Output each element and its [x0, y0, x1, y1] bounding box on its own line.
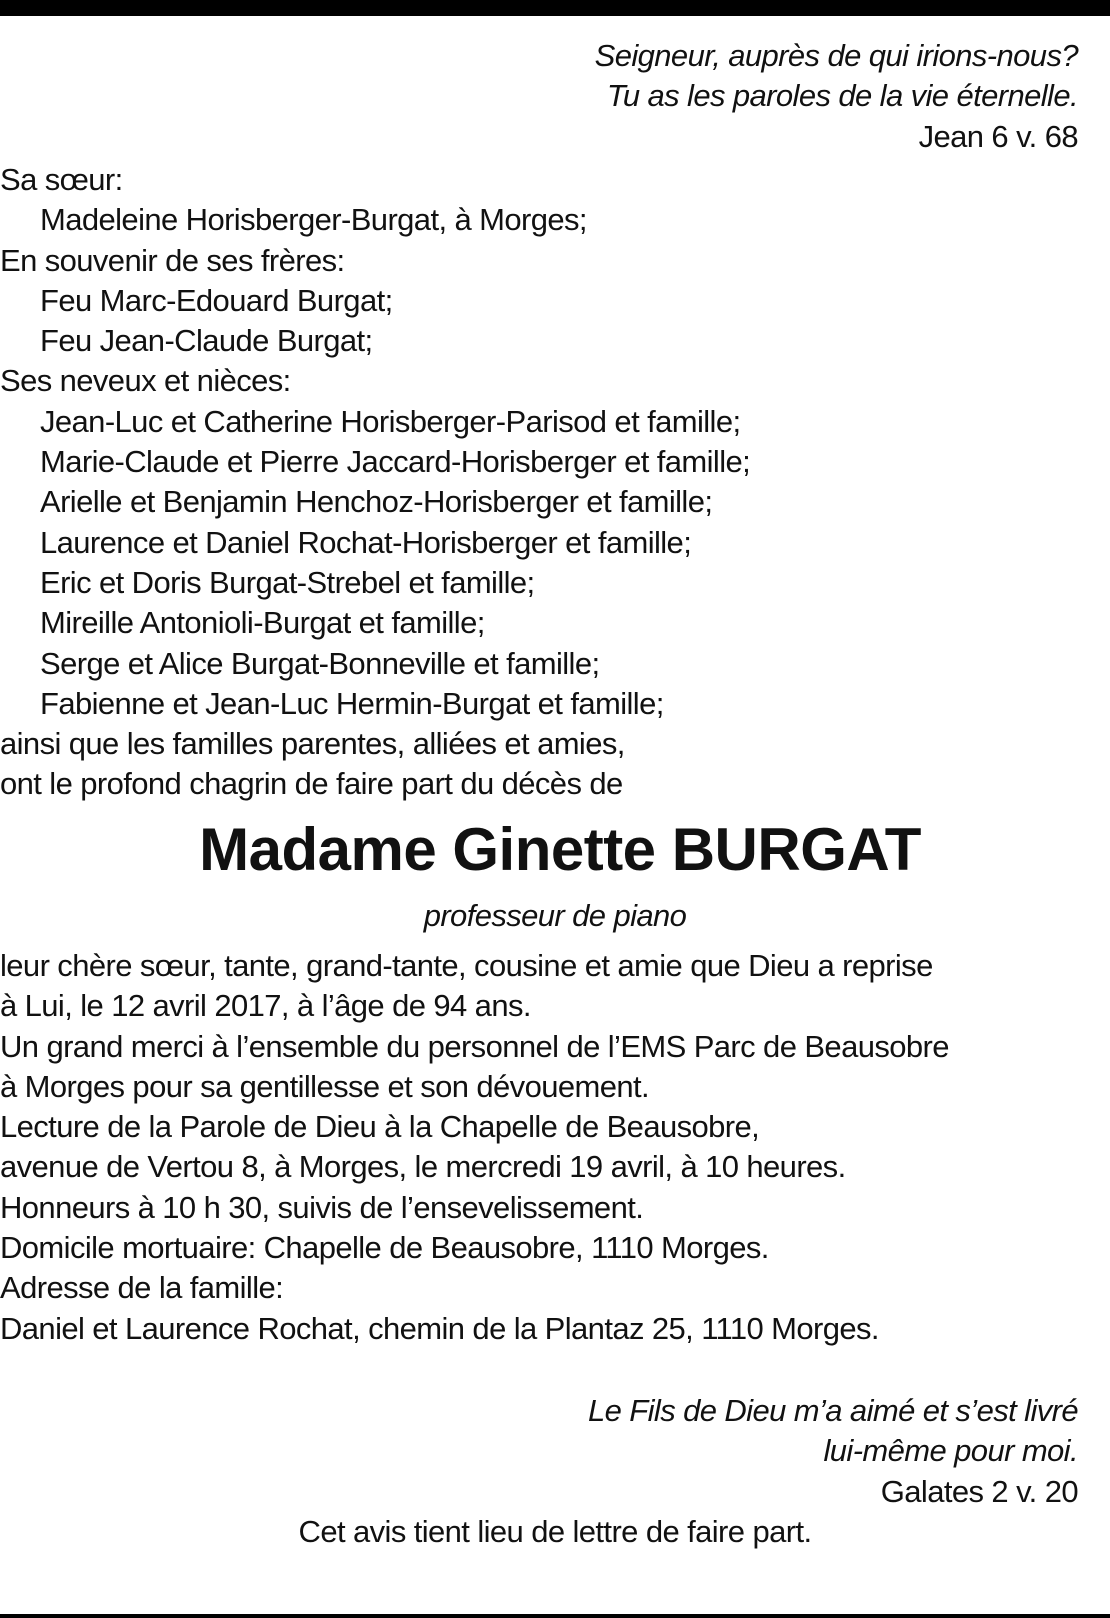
verse-top-reference: Jean 6 v. 68 [918, 118, 1078, 154]
info-line: avenue de Vertou 8, à Morges, le mercredi 19 avril, à 10 heures. [0, 1149, 846, 1185]
info-line: Lecture de la Parole de Dieu à la Chapelle de Beausobre, [0, 1109, 760, 1145]
info-line: Honneurs à 10 h 30, suivis de l’ensevelissement. [0, 1189, 644, 1225]
sister-name: Madeleine Horisberger-Burgat, à Morges; [40, 202, 587, 238]
info-line: Daniel et Laurence Rochat, chemin de la Plantaz 25, 1110 Morges. [0, 1310, 879, 1346]
bottom-rule [0, 1614, 1110, 1618]
info-line: Adresse de la famille: [0, 1270, 284, 1306]
family-closing-line: ainsi que les familles parentes, alliées et amies, [0, 726, 625, 762]
verse-top-line: Seigneur, auprès de qui irions-nous? [594, 38, 1078, 73]
brother-name: Feu Marc-Edouard Burgat; [40, 282, 393, 318]
deceased-block [0, 812, 1110, 936]
nephew-entry: Arielle et Benjamin Henchoz-Horisberger et famille; [40, 484, 713, 520]
nephews-heading: Ses neveux et nièces: [0, 363, 291, 399]
info-line: Domicile mortuaire: Chapelle de Beausobre, 1110 Morges. [0, 1230, 769, 1266]
nephew-entry: Marie-Claude et Pierre Jaccard-Horisberger et famille; [40, 444, 751, 480]
deceased-name: Madame Ginette BURGAT [199, 816, 921, 883]
nephew-entry: Fabienne et Jean-Luc Hermin-Burgat et famille; [40, 685, 664, 721]
verse-bottom-line: lui-même pour moi. [823, 1433, 1078, 1469]
verse-top-line: Tu as les paroles de la vie éternelle. [606, 78, 1078, 114]
nephew-entry: Laurence et Daniel Rochat-Horisberger et famille; [40, 524, 692, 560]
closing-note: Cet avis tient lieu de lettre de faire part. [298, 1514, 812, 1549]
brothers-heading: En souvenir de ses frères: [0, 242, 345, 278]
info-line: Un grand merci à l’ensemble du personnel de l’EMS Parc de Beausobre [0, 1028, 949, 1064]
top-rule [0, 0, 1110, 16]
family-list [0, 160, 1110, 805]
verse-bottom [0, 1391, 1110, 1512]
family-closing-line: ont le profond chagrin de faire part du décès de [0, 766, 623, 802]
nephew-entry: Eric et Doris Burgat-Strebel et famille; [40, 564, 535, 600]
info-line: à Morges pour sa gentillesse et son dévouement. [0, 1068, 650, 1104]
sister-heading: Sa sœur: [0, 162, 123, 197]
verse-bottom-reference: Galates 2 v. 20 [880, 1473, 1078, 1509]
verse-top [0, 36, 1110, 157]
nephew-entry: Serge et Alice Burgat-Bonneville et famille; [40, 645, 600, 681]
nephew-entry: Mireille Antonioli-Burgat et famille; [40, 605, 485, 641]
deceased-profession: professeur de piano [423, 898, 687, 933]
nephew-entry: Jean-Luc et Catherine Horisberger-Parisod et famille; [40, 403, 741, 439]
ceremony-info [0, 946, 1110, 1349]
brother-name: Feu Jean-Claude Burgat; [40, 323, 373, 359]
info-line: à Lui, le 12 avril 2017, à l’âge de 94 ans. [0, 988, 531, 1024]
info-line: leur chère sœur, tante, grand-tante, cousine et amie que Dieu a reprise [0, 948, 933, 983]
verse-bottom-line: Le Fils de Dieu m’a aimé et s’est livré [587, 1393, 1078, 1428]
